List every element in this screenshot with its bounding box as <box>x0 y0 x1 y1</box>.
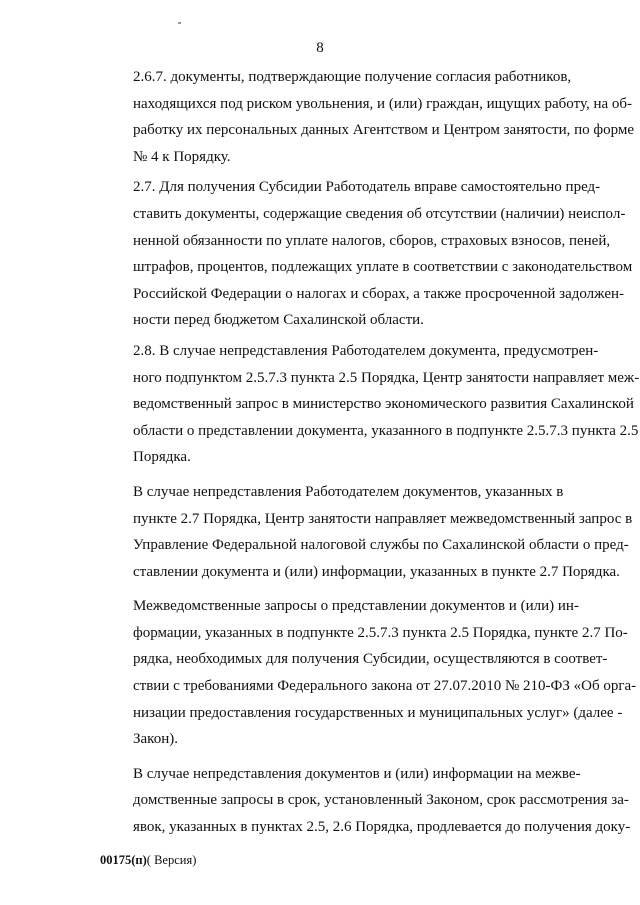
text-line: домственные запросы в срок, установленный Законом, срок рассмотрения за- <box>133 792 629 809</box>
text-line: № 4 к Порядку. <box>133 148 231 165</box>
text-line: формации, указанных в подпункте 2.5.7.3 пункта 2.5 Порядка, пункте 2.7 По- <box>133 624 628 641</box>
text-line: ставить документы, содержащие сведения об отсутствии (наличии) неиспол- <box>133 205 626 222</box>
text-line: В случае непредставления Работодателем документов, указанных в <box>133 483 564 500</box>
text-line: Российской Федерации о налогах и сборах, а также просроченной задолжен- <box>133 285 625 302</box>
text-line: ного подпунктом 2.5.7.3 пункта 2.5 Порядка, Центр занятости направляет меж- <box>133 369 640 386</box>
document-body <box>100 64 640 841</box>
text-line: 2.7. Для получения Субсидии Работодатель вправе самостоятельно пред- <box>133 179 601 196</box>
text-line: Порядка. <box>133 449 191 466</box>
text-line: В случае непредставления документов и (или) информации на межве- <box>133 765 581 782</box>
version-label: ( Версия) <box>146 853 197 867</box>
scan-mark <box>178 22 181 24</box>
text-line: находящихся под риском увольнения, и (или) граждан, ищущих работу, на об- <box>133 95 633 112</box>
document-footer-code <box>100 853 196 868</box>
text-line: Межведомственные запросы о представлении документов и (или) ин- <box>133 598 579 615</box>
text-line: ненной обязанности по уплате налогов, сборов, страховых взносов, пеней, <box>133 232 611 249</box>
text-line: ности перед бюджетом Сахалинской области. <box>133 312 424 329</box>
text-line: Закон). <box>133 731 178 748</box>
text-line: работку их персональных данных Агентством и Центром занятости, по форме <box>133 122 635 139</box>
page-number: 8 <box>316 40 324 56</box>
text-line: 2.8. В случае непредставления Работодателем документа, предусмотрен- <box>133 342 599 359</box>
paragraph-2-8-interagency <box>100 593 637 753</box>
text-line: явок, указанных в пунктах 2.5, 2.6 Порядка, продлевается до получения доку- <box>133 819 631 836</box>
text-line: рядка, необходимых для получения Субсидии, осуществляются в соответ- <box>133 651 608 668</box>
text-line: пункте 2.7 Порядка, Центр занятости направляет межведомственный запрос в <box>133 510 633 527</box>
text-line: ствии с требованиями Федерального закона от 27.07.2010 № 210-ФЗ «Об орга- <box>133 678 637 695</box>
paragraph-2-6-7 <box>100 64 635 170</box>
paragraph-2-8-extension <box>100 761 631 841</box>
text-line: низации предоставления государственных и муниципальных услуг» (далее - <box>133 704 623 721</box>
doc-code: 00175(п) <box>100 853 147 867</box>
text-line: штрафов, процентов, подлежащих уплате в соответствии с законодательством <box>133 259 633 276</box>
paragraph-2-8 <box>100 338 640 471</box>
paragraph-2-8-tax-request <box>100 479 633 585</box>
text-line: 2.6.7. документы, подтверждающие получение согласия работников, <box>133 69 572 85</box>
text-line: ведомственный запрос в министерство экономического развития Сахалинской <box>133 396 634 413</box>
text-line: области о представлении документа, указанного в подпункте 2.5.7.3 пункта 2.5 <box>133 422 639 439</box>
text-line: ставлении документа и (или) информации, указанных в пункте 2.7 Порядка. <box>133 563 620 580</box>
paragraph-2-7 <box>100 174 633 334</box>
text-line: Управление Федеральной налоговой службы по Сахалинской области о пред- <box>133 537 629 554</box>
